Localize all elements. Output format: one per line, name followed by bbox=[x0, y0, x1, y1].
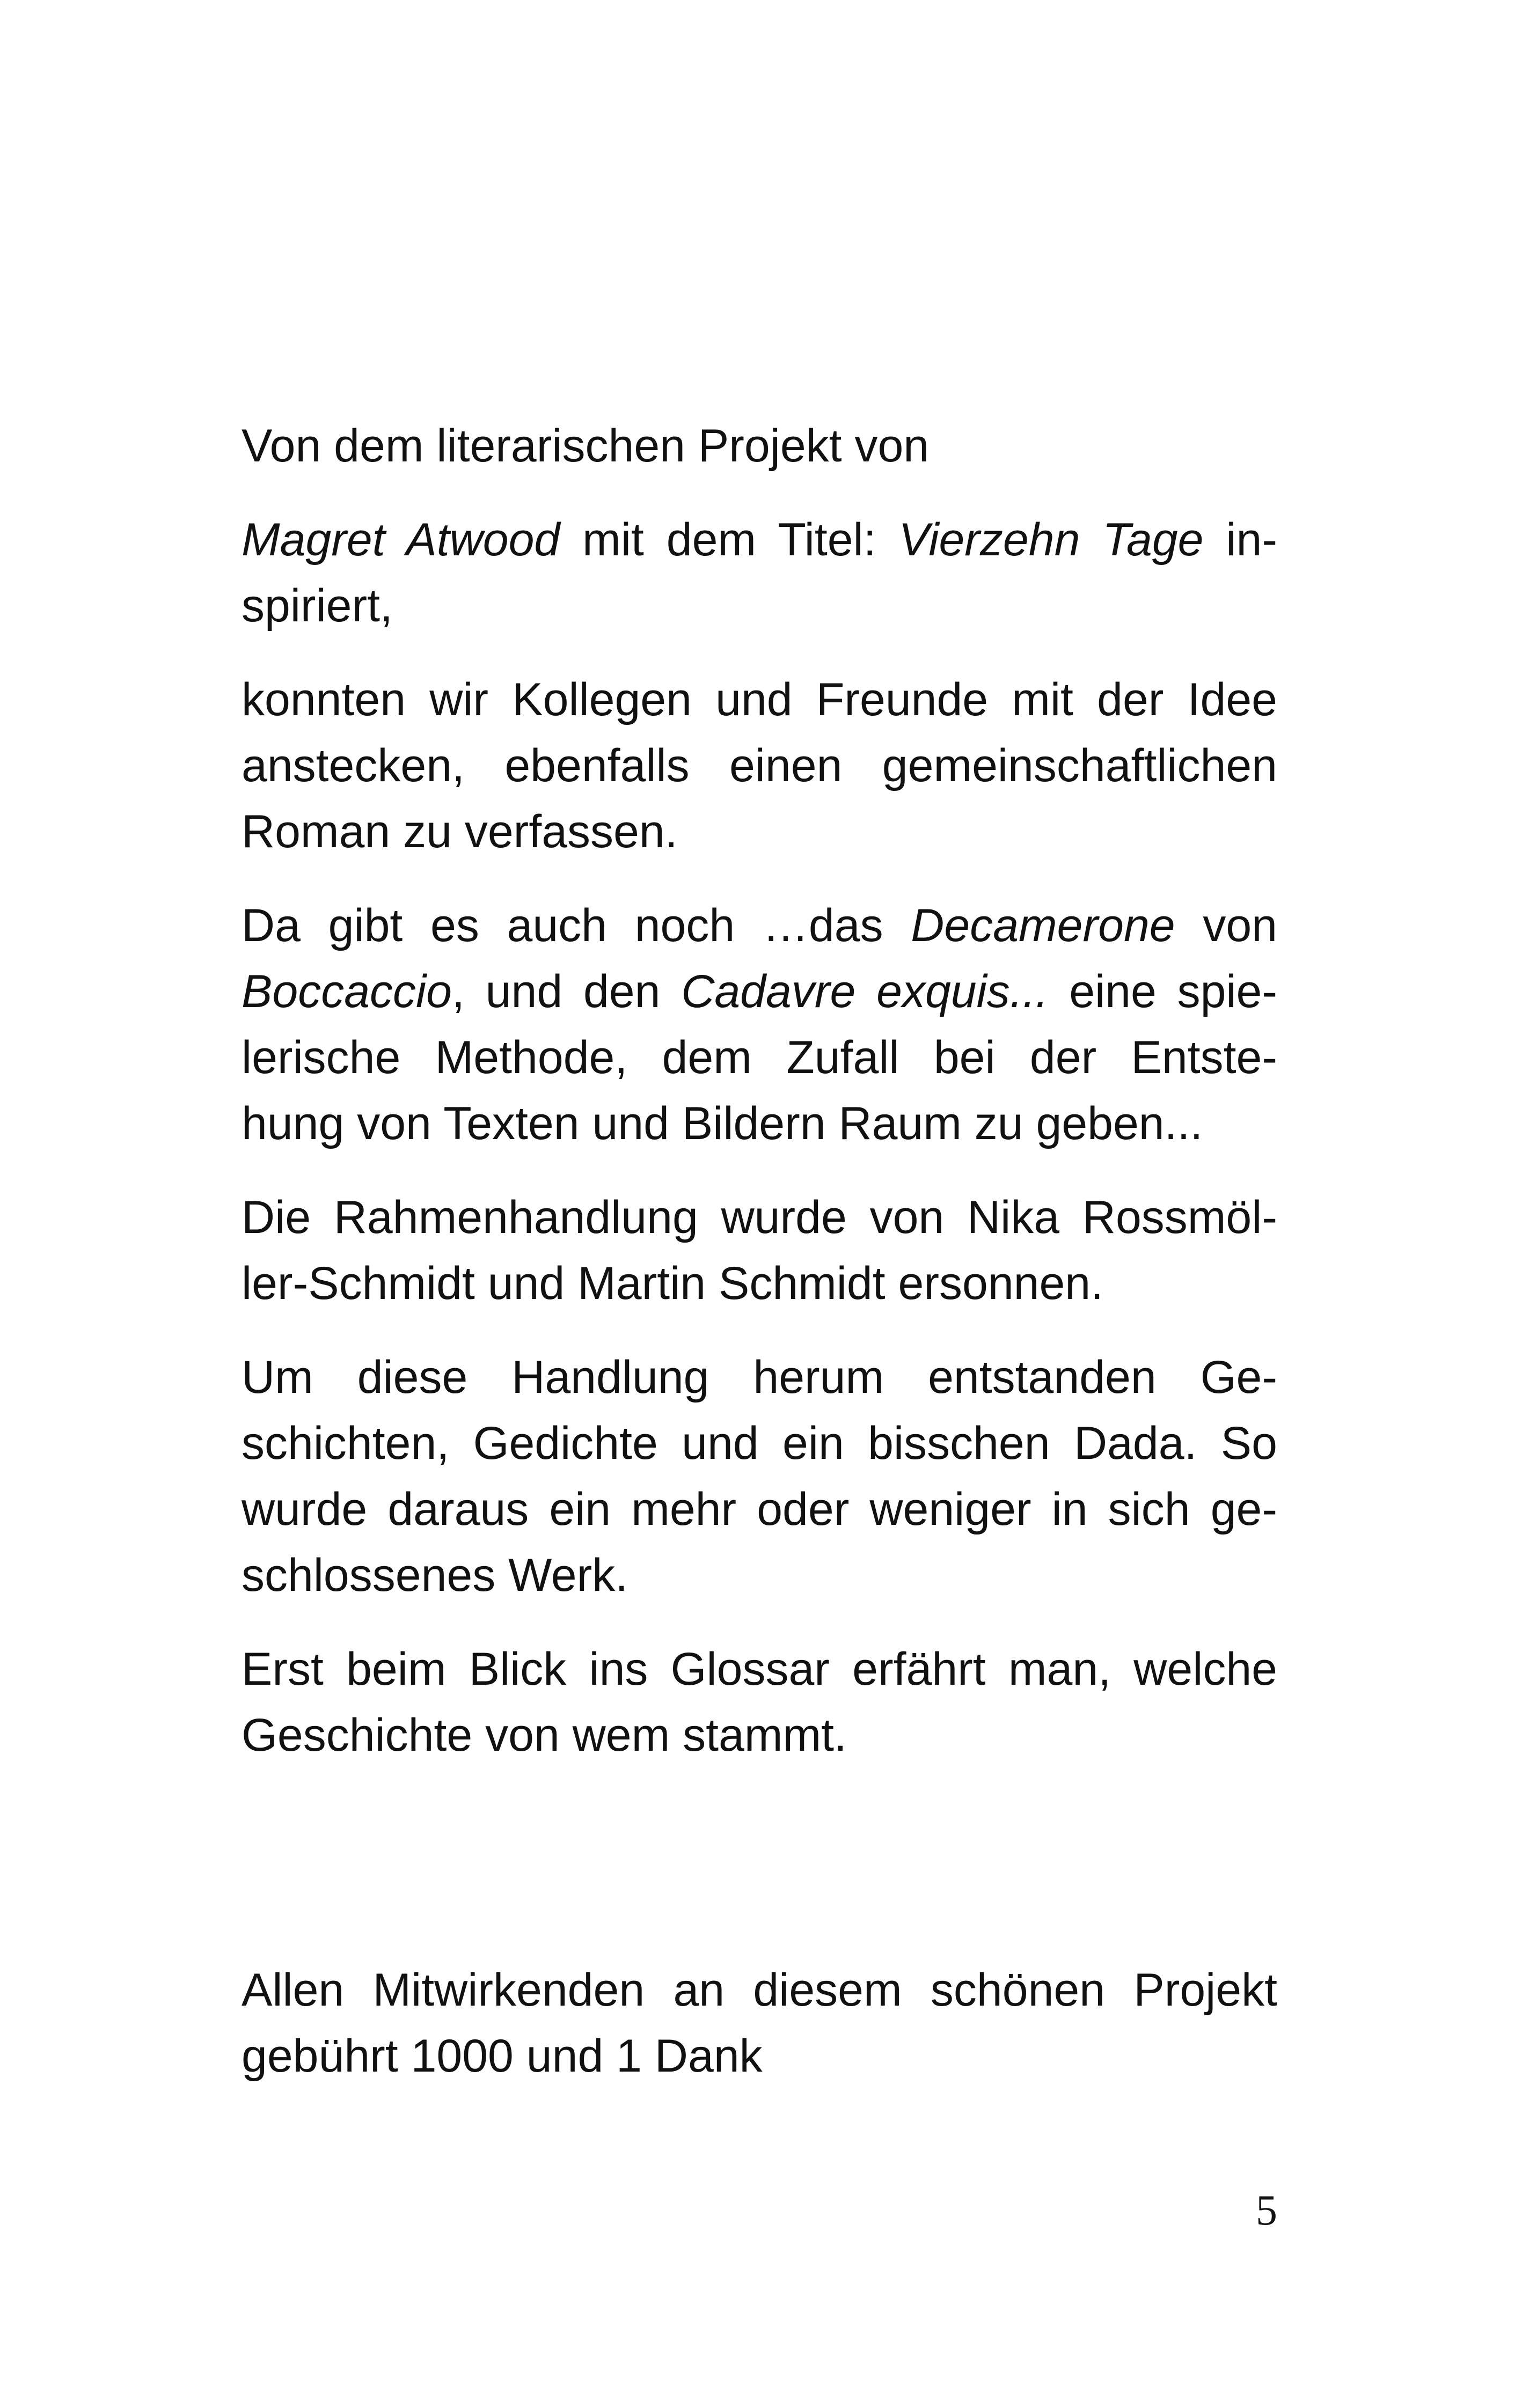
paragraph bbox=[242, 667, 1277, 865]
text-run: Da gibt es auch noch …das bbox=[242, 900, 911, 951]
paragraph bbox=[242, 1345, 1277, 1609]
text-line: anstecken, ebenfalls einen gemeinschaftlichen bbox=[242, 740, 1277, 791]
paragraph bbox=[242, 413, 1277, 479]
text-line: konnten wir Kollegen und Freunde mit der Idee bbox=[242, 674, 1277, 725]
paragraph bbox=[242, 893, 1277, 1157]
text-line: Die Rahmenhandlung wurde von Nika Rossmöl- bbox=[242, 1192, 1277, 1243]
page-body bbox=[242, 413, 1277, 2117]
paragraph bbox=[242, 1185, 1277, 1317]
italic-title-text: Decamerone bbox=[911, 900, 1175, 951]
italic-title-text: Vierzehn Tage bbox=[898, 514, 1204, 566]
italic-title-text: Cadavre exquis... bbox=[681, 966, 1049, 1017]
text-line: gebührt 1000 und 1 Dank bbox=[242, 2030, 763, 2082]
paragraph-list bbox=[242, 413, 1277, 1768]
text-line: schlossenes Werk. bbox=[242, 1550, 628, 1601]
text-run: eine spie- bbox=[1048, 966, 1277, 1017]
section-gap bbox=[242, 1796, 1277, 1957]
page-number: 5 bbox=[1256, 2187, 1277, 2234]
italic-title-text: Magret Atwood bbox=[242, 514, 560, 566]
text-line: Erst beim Blick ins Glossar erfährt man, welche bbox=[242, 1643, 1277, 1695]
text-run: in- bbox=[1203, 514, 1277, 566]
italic-title-text: Boccaccio bbox=[242, 966, 452, 1017]
text-line: Um diese Handlung herum entstanden Ge- bbox=[242, 1352, 1277, 1403]
text-run: von bbox=[1175, 900, 1277, 951]
text-line: Geschichte von wem stammt. bbox=[242, 1709, 847, 1761]
paragraph bbox=[242, 1636, 1277, 1768]
text-line: Von dem literarischen Projekt von bbox=[242, 420, 930, 472]
text-line: spiriert, bbox=[242, 580, 393, 632]
text-run: mit dem Titel: bbox=[560, 514, 899, 566]
text-line: Roman zu verfassen. bbox=[242, 806, 678, 857]
paragraph bbox=[242, 507, 1277, 639]
text-line: wurde daraus ein mehr oder weniger in sich ge- bbox=[242, 1484, 1277, 1535]
text-line bbox=[242, 507, 1277, 573]
text-line: lerische Methode, dem Zufall bei der Entste- bbox=[242, 1032, 1277, 1083]
text-line bbox=[242, 959, 1277, 1025]
text-run: , und den bbox=[451, 966, 682, 1017]
text-line: ler-Schmidt und Martin Schmidt ersonnen. bbox=[242, 1258, 1104, 1309]
text-line: Allen Mitwirkenden an diesem schönen Projekt bbox=[242, 1964, 1277, 2016]
text-line: schichten, Gedichte und ein bisschen Dada. So bbox=[242, 1418, 1277, 1469]
text-line bbox=[242, 893, 1277, 959]
text-line: hung von Texten und Bildern Raum zu geben... bbox=[242, 1098, 1203, 1149]
closing-acknowledgement bbox=[242, 1957, 1277, 2089]
